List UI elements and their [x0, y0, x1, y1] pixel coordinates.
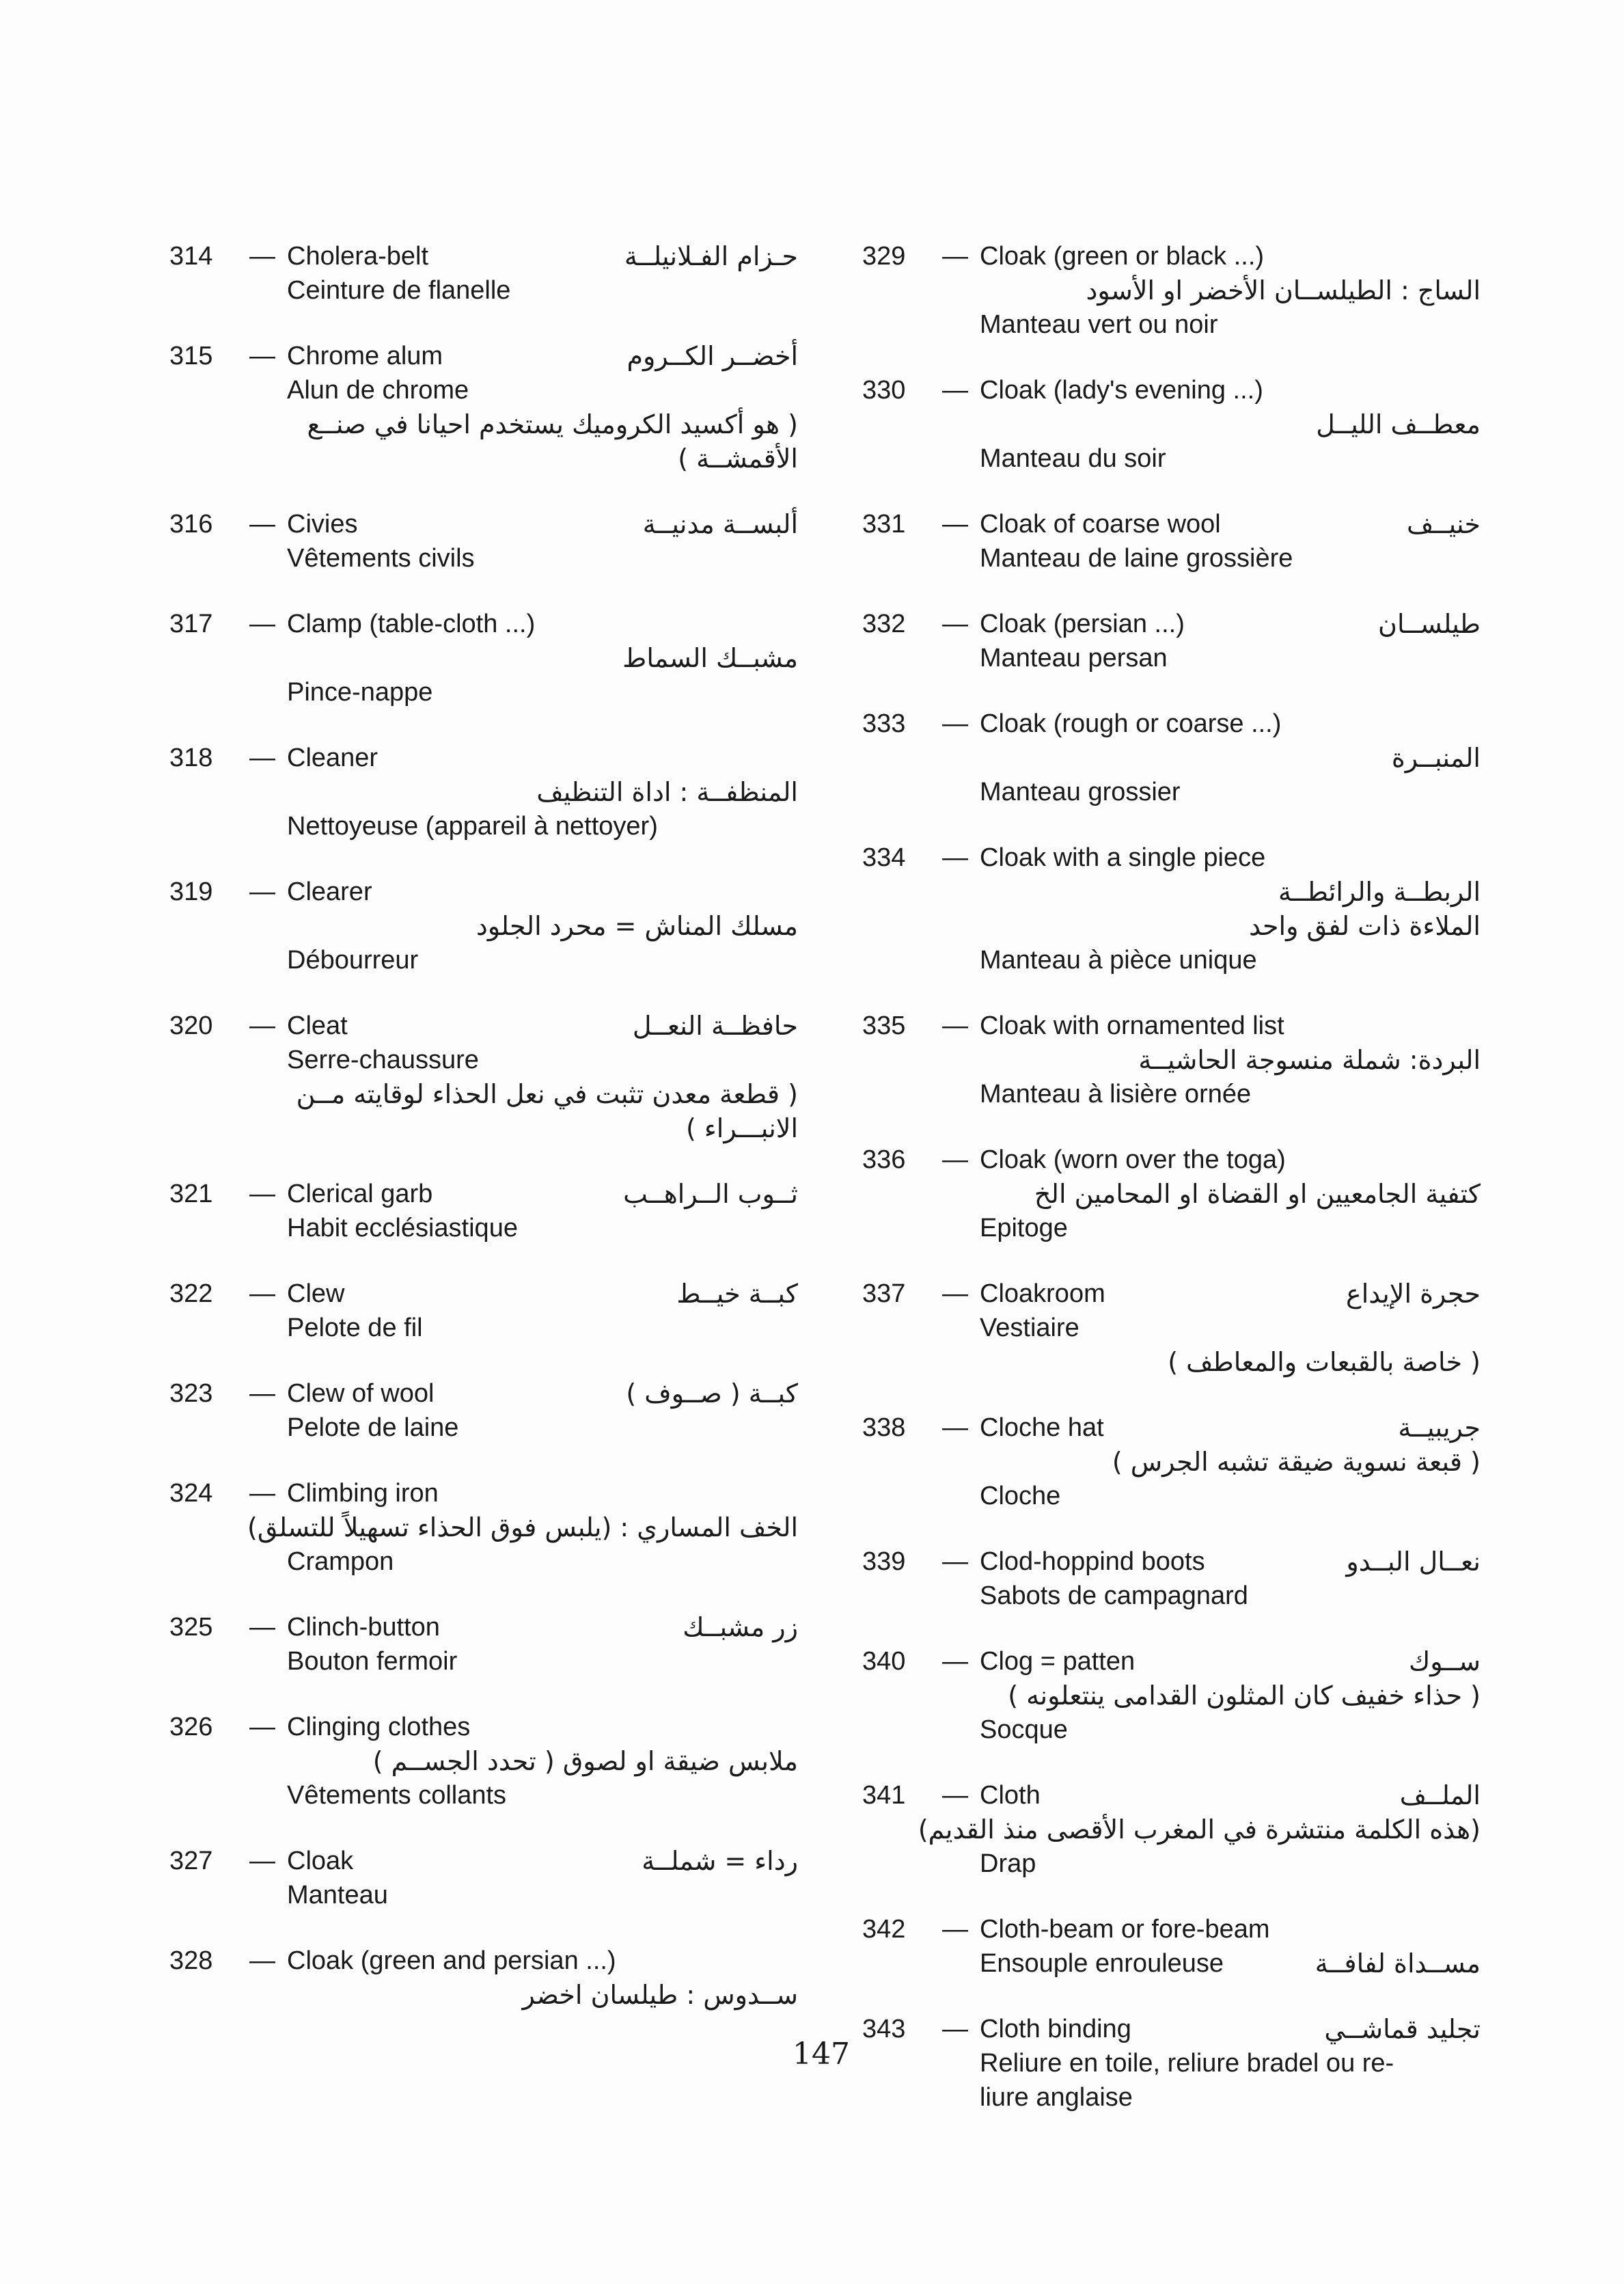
english-term: Cleaner	[287, 744, 379, 772]
dictionary-entry	[862, 1912, 1481, 1981]
entry-term	[862, 373, 1263, 407]
english-term: Cloth	[980, 1781, 1041, 1810]
arabic-term: نعــال البــدو	[1346, 1547, 1481, 1577]
entry-term	[169, 1277, 344, 1311]
entry-number: 342	[862, 1915, 906, 1944]
entry-dash: —	[942, 1279, 968, 1308]
entry-head	[169, 1376, 798, 1411]
entry-head	[862, 1778, 1481, 1812]
english-term: Cloak (green and persian ...)	[287, 1946, 616, 1975]
english-term: Clog = patten	[980, 1647, 1136, 1676]
french-term: Manteau à lisière ornée	[980, 1080, 1252, 1109]
arabic-term: مسلك المناش = محرد الجلود	[476, 911, 798, 941]
entry-term	[862, 2012, 1131, 2046]
entry-term	[862, 1778, 1041, 1812]
entry-head	[862, 373, 1481, 407]
english-term: Clinch-button	[287, 1613, 440, 1642]
english-term: Cloak (green or black ...)	[980, 242, 1265, 271]
entry-dash: —	[942, 510, 968, 539]
entry-dash: —	[249, 342, 275, 370]
arabic-note: ( قبعة نسوية ضيقة تشبه الجرس )	[1112, 1447, 1481, 1477]
arabic-term: حجرة الإيداع	[1346, 1279, 1481, 1309]
arabic-term: طيلســان	[1378, 609, 1481, 639]
entry-dash: —	[942, 1145, 968, 1174]
entry-number: 337	[862, 1279, 906, 1308]
english-term: Cloth binding	[980, 2015, 1131, 2043]
entry-term	[169, 1944, 616, 1978]
arabic-term: ســوك	[1408, 1646, 1481, 1676]
arabic-term: حـزام الفـلانيلــة	[624, 241, 798, 271]
arabic-term: حافظــة النعــل	[632, 1011, 798, 1041]
dictionary-entry	[862, 607, 1481, 675]
french-term: Vêtements collants	[287, 1781, 507, 1810]
entry-dash: —	[942, 1781, 968, 1810]
entry-dash: —	[942, 610, 968, 638]
entry-term	[862, 507, 1221, 541]
arabic-term: مشبــك السماط	[622, 643, 798, 673]
entry-head	[169, 1610, 798, 1644]
english-term: Civies	[287, 510, 358, 539]
entry-head	[169, 507, 798, 541]
entry-term	[862, 1143, 1286, 1177]
entry-head	[862, 707, 1481, 741]
dictionary-entry	[862, 239, 1481, 342]
french-term: Manteau du soir	[980, 444, 1166, 473]
entry-term	[862, 607, 1185, 641]
entry-number: 333	[862, 709, 906, 738]
english-term: Clearer	[287, 878, 372, 906]
english-term: Cloak (rough or coarse ...)	[980, 709, 1282, 738]
entry-number: 340	[862, 1647, 906, 1676]
entry-number: 314	[169, 242, 213, 271]
entry-number: 330	[862, 376, 906, 405]
entry-number: 329	[862, 242, 906, 271]
entry-number: 339	[862, 1547, 906, 1576]
dictionary-entry	[169, 741, 798, 843]
entry-dash: —	[249, 242, 275, 271]
english-term: Cloak	[287, 1847, 354, 1875]
entry-dash: —	[942, 1413, 968, 1442]
entry-head	[862, 1411, 1481, 1445]
entry-number: 325	[169, 1613, 213, 1642]
page-number: 147	[793, 2037, 850, 2071]
entry-number: 335	[862, 1011, 906, 1040]
entry-term	[169, 1376, 434, 1411]
entry-number: 331	[862, 510, 906, 539]
arabic-note: ( قطعة معدن تثبت في نعل الحذاء لوقايته مــن	[296, 1079, 798, 1109]
arabic-term: ألبســة مدنيــة	[642, 509, 798, 539]
entry-term	[169, 1610, 440, 1644]
french-term: Manteau	[287, 1881, 388, 1909]
entry-head	[862, 1277, 1481, 1311]
entry-term	[862, 1545, 1205, 1579]
dictionary-entry	[862, 1009, 1481, 1111]
french-term-continued: liure anglaise	[980, 2083, 1133, 2112]
entry-term	[862, 707, 1281, 741]
entry-dash: —	[249, 1847, 275, 1875]
arabic-term: ملابس ضيقة او لصوق ( تحدد الجســم )	[372, 1746, 798, 1776]
entry-head	[862, 607, 1481, 641]
arabic-note: ( حذاء خفيف كان المثلون القدامى ينتعلونه )	[1008, 1681, 1481, 1711]
entry-dash: —	[942, 242, 968, 271]
arabic-term: زر مشبــك	[683, 1612, 798, 1642]
dictionary-entry	[862, 1644, 1481, 1747]
english-term: Clerical garb	[287, 1180, 433, 1208]
entry-head	[169, 1844, 798, 1878]
arabic-term: تجليد قماشــي	[1324, 2014, 1481, 2044]
entry-term	[169, 1476, 439, 1510]
english-term: Clinging clothes	[287, 1713, 471, 1741]
french-term: Sabots de campagnard	[980, 1581, 1248, 1610]
arabic-note: الانبـــراء )	[686, 1113, 798, 1143]
entry-head	[862, 239, 1481, 273]
entry-number: 320	[169, 1011, 213, 1040]
entry-term	[169, 1710, 470, 1744]
entry-term	[862, 1644, 1135, 1678]
entry-number: 332	[862, 610, 906, 638]
entry-head	[862, 1545, 1481, 1579]
dictionary-entry	[862, 841, 1481, 977]
entry-number: 321	[169, 1180, 213, 1208]
english-term: Climbing iron	[287, 1479, 439, 1508]
entry-term	[862, 1009, 1284, 1043]
french-term: Socque	[980, 1715, 1068, 1744]
entry-dash: —	[249, 1946, 275, 1975]
dictionary-entry	[862, 2012, 1481, 2115]
entry-number: 318	[169, 744, 213, 772]
entry-dash: —	[249, 878, 275, 906]
entry-number: 319	[169, 878, 213, 906]
arabic-term: كبــة خيــط	[676, 1279, 798, 1309]
entry-dash: —	[249, 1613, 275, 1642]
entry-dash: —	[249, 1379, 275, 1408]
entry-number: 334	[862, 843, 906, 872]
entry-dash: —	[942, 1915, 968, 1944]
french-term: Pelote de fil	[287, 1314, 423, 1342]
entry-term	[169, 1844, 353, 1878]
dictionary-entry	[862, 1143, 1481, 1245]
entry-number: 316	[169, 510, 213, 539]
entry-term	[862, 1912, 1270, 1946]
french-term: Crampon	[287, 1547, 394, 1576]
dictionary-entry	[169, 1610, 798, 1678]
french-term: Habit ecclésiastique	[287, 1214, 518, 1242]
entry-dash: —	[942, 709, 968, 738]
entry-dash: —	[942, 1647, 968, 1676]
english-term: Cloak (persian ...)	[980, 610, 1185, 638]
entry-number: 328	[169, 1946, 213, 1975]
french-term: Cloche	[980, 1482, 1061, 1510]
entry-dash: —	[942, 1547, 968, 1576]
dictionary-entry	[169, 1844, 798, 1912]
entry-term	[169, 1177, 432, 1211]
arabic-term: كتفية الجامعيين او القضاة او المحامين الخ	[1034, 1179, 1481, 1209]
french-term: Serre-chaussure	[287, 1046, 479, 1074]
entry-dash: —	[249, 1279, 275, 1308]
entry-dash: —	[249, 510, 275, 539]
french-row	[862, 1946, 1481, 1981]
entry-number: 324	[169, 1479, 213, 1508]
entry-number: 338	[862, 1413, 906, 1442]
arabic-term: خنيــف	[1406, 509, 1481, 539]
entry-number: 315	[169, 342, 213, 370]
entry-term	[169, 339, 443, 373]
entry-dash: —	[249, 1479, 275, 1508]
entry-term	[169, 507, 357, 541]
entry-head	[169, 1177, 798, 1211]
entry-dash: —	[249, 1713, 275, 1741]
english-term: Cloakroom	[980, 1279, 1105, 1308]
entry-head	[862, 1912, 1481, 1946]
french-term: Bouton fermoir	[287, 1647, 458, 1676]
dictionary-entry	[169, 507, 798, 575]
arabic-note: ( خاصة بالقبعات والمعاطف )	[1168, 1347, 1481, 1377]
arabic-term: البردة: شملة منسوجة الحاشيــة	[1138, 1045, 1481, 1075]
entry-term	[862, 239, 1264, 273]
dictionary-entry	[169, 1009, 798, 1145]
french-term: Manteau persan	[980, 644, 1168, 672]
dictionary-entry	[862, 1411, 1481, 1513]
arabic-term: الربطــة والرائطــة	[1278, 877, 1481, 907]
entry-head	[862, 1143, 1481, 1177]
entry-dash: —	[942, 2015, 968, 2043]
dictionary-entry	[169, 875, 798, 977]
arabic-term: الملاءة ذات لفق واحد	[1249, 911, 1481, 941]
arabic-term: معطــف الليــل	[1316, 409, 1481, 439]
english-term: Cleat	[287, 1011, 348, 1040]
entry-number: 343	[862, 2015, 906, 2043]
entry-head	[169, 239, 798, 273]
english-term: Cloak of coarse wool	[980, 510, 1221, 539]
entry-head	[169, 1476, 798, 1510]
french-term: Manteau grossier	[980, 778, 1181, 806]
arabic-term: المنظفــة : اداة التنظيف	[536, 777, 798, 807]
arabic-term: المنبــرة	[1391, 743, 1481, 773]
arabic-note: الأقمشــة )	[678, 444, 798, 474]
entry-head	[169, 1009, 798, 1043]
french-term: Manteau de laine grossière	[980, 544, 1293, 573]
english-term: Clew of wool	[287, 1379, 435, 1408]
english-term: Cloak (lady's evening ...)	[980, 376, 1263, 405]
arabic-term: مســداة لفافــة	[1315, 1948, 1481, 1979]
english-term: Cloak with a single piece	[980, 843, 1266, 872]
french-term: Ensouple enrouleuse	[980, 1949, 1224, 1978]
entry-dash: —	[942, 1011, 968, 1040]
entry-number: 323	[169, 1379, 213, 1408]
french-term: Vêtements civils	[287, 544, 475, 573]
dictionary-entry	[169, 1177, 798, 1245]
english-term: Cloak (worn over the toga)	[980, 1145, 1286, 1174]
arabic-note: ( هو أكسيد الكروميك يستخدم احيانا في صنــع	[307, 409, 798, 439]
french-term: Manteau à pièce unique	[980, 946, 1257, 975]
dictionary-entry	[169, 239, 798, 308]
entry-head	[169, 875, 798, 909]
entry-head	[169, 607, 798, 641]
arabic-term: رداء = شملــة	[642, 1846, 798, 1876]
french-term: Reliure en toile, reliure bradel ou re-	[980, 2049, 1394, 2078]
entry-head	[169, 339, 798, 373]
french-term: Epitoge	[980, 1214, 1068, 1242]
entry-head	[169, 1944, 798, 1978]
entry-number: 336	[862, 1145, 906, 1174]
left-column	[169, 239, 798, 2043]
arabic-term: ثــوب الــراهــب	[623, 1179, 798, 1209]
right-column	[862, 239, 1481, 2146]
dictionary-entry	[862, 373, 1481, 476]
dictionary-entry	[862, 707, 1481, 809]
entry-dash: —	[249, 1011, 275, 1040]
french-term: Nettoyeuse (appareil à nettoyer)	[287, 812, 658, 841]
english-term: Clamp (table-cloth ...)	[287, 610, 536, 638]
dictionary-entry	[169, 1376, 798, 1445]
arabic-term: أخضــر الكــروم	[627, 341, 798, 371]
french-term: Alun de chrome	[287, 376, 469, 405]
entry-dash: —	[249, 610, 275, 638]
dictionary-entry	[169, 1944, 798, 2012]
english-term: Clod-hoppind boots	[980, 1547, 1205, 1576]
entry-term	[169, 1009, 348, 1043]
entry-term	[862, 841, 1265, 875]
dictionary-entry	[169, 339, 798, 476]
english-term: Cloak with ornamented list	[980, 1011, 1284, 1040]
entry-head	[169, 1710, 798, 1744]
entry-head	[862, 2012, 1481, 2046]
entry-number: 327	[169, 1847, 213, 1875]
french-term: Manteau vert ou noir	[980, 310, 1218, 339]
french-term: Drap	[980, 1849, 1036, 1878]
entry-term	[169, 741, 378, 775]
entry-number: 341	[862, 1781, 906, 1810]
english-term: Cholera-belt	[287, 242, 428, 271]
arabic-term: الساج : الطيلســان الأخضر او الأسود	[1086, 275, 1481, 305]
dictionary-entry	[862, 1778, 1481, 1881]
dictionary-entry	[862, 1545, 1481, 1613]
arabic-term: جريبيــة	[1398, 1413, 1481, 1443]
dictionary-entry	[169, 607, 798, 709]
entry-dash: —	[942, 843, 968, 872]
entry-head	[862, 1009, 1481, 1043]
french-term: Pelote de laine	[287, 1413, 459, 1442]
dictionary-entry	[862, 507, 1481, 575]
entry-dash: —	[249, 1180, 275, 1208]
arabic-term: الخف المساري : (يلبس فوق الحذاء تسهيلاً للتسلق)	[247, 1512, 798, 1542]
entry-term	[169, 239, 428, 273]
entry-head	[862, 507, 1481, 541]
entry-dash: —	[942, 376, 968, 405]
entry-head	[169, 741, 798, 775]
entry-number: 322	[169, 1279, 213, 1308]
dictionary-entry	[169, 1476, 798, 1579]
english-term: Clew	[287, 1279, 345, 1308]
entry-head	[862, 841, 1481, 875]
dictionary-entry	[169, 1710, 798, 1812]
arabic-term: الملــف	[1399, 1780, 1481, 1810]
french-term: Vestiaire	[980, 1314, 1079, 1342]
entry-term	[862, 1277, 1105, 1311]
arabic-term: كبــة ( صــوف )	[626, 1378, 798, 1409]
english-term: Cloth-beam or fore-beam	[980, 1915, 1270, 1944]
dictionary-entry	[169, 1277, 798, 1345]
english-term: Cloche hat	[980, 1413, 1104, 1442]
arabic-term: ســدوس : طيلسان اخضر	[522, 1980, 798, 2010]
french-term: Ceinture de flanelle	[287, 276, 511, 305]
dictionary-entry	[862, 1277, 1481, 1379]
entry-number: 317	[169, 610, 213, 638]
entry-number: 326	[169, 1713, 213, 1741]
entry-head	[169, 1277, 798, 1311]
french-term: Pince-nappe	[287, 678, 433, 707]
entry-term	[169, 607, 535, 641]
arabic-note: (هذه الكلمة منتشرة في المغرب الأقصى منذ القديم)	[918, 1814, 1481, 1845]
entry-head	[862, 1644, 1481, 1678]
entry-dash: —	[249, 744, 275, 772]
english-term: Chrome alum	[287, 342, 443, 370]
entry-term	[862, 1411, 1104, 1445]
entry-term	[169, 875, 372, 909]
french-term: Débourreur	[287, 946, 419, 975]
